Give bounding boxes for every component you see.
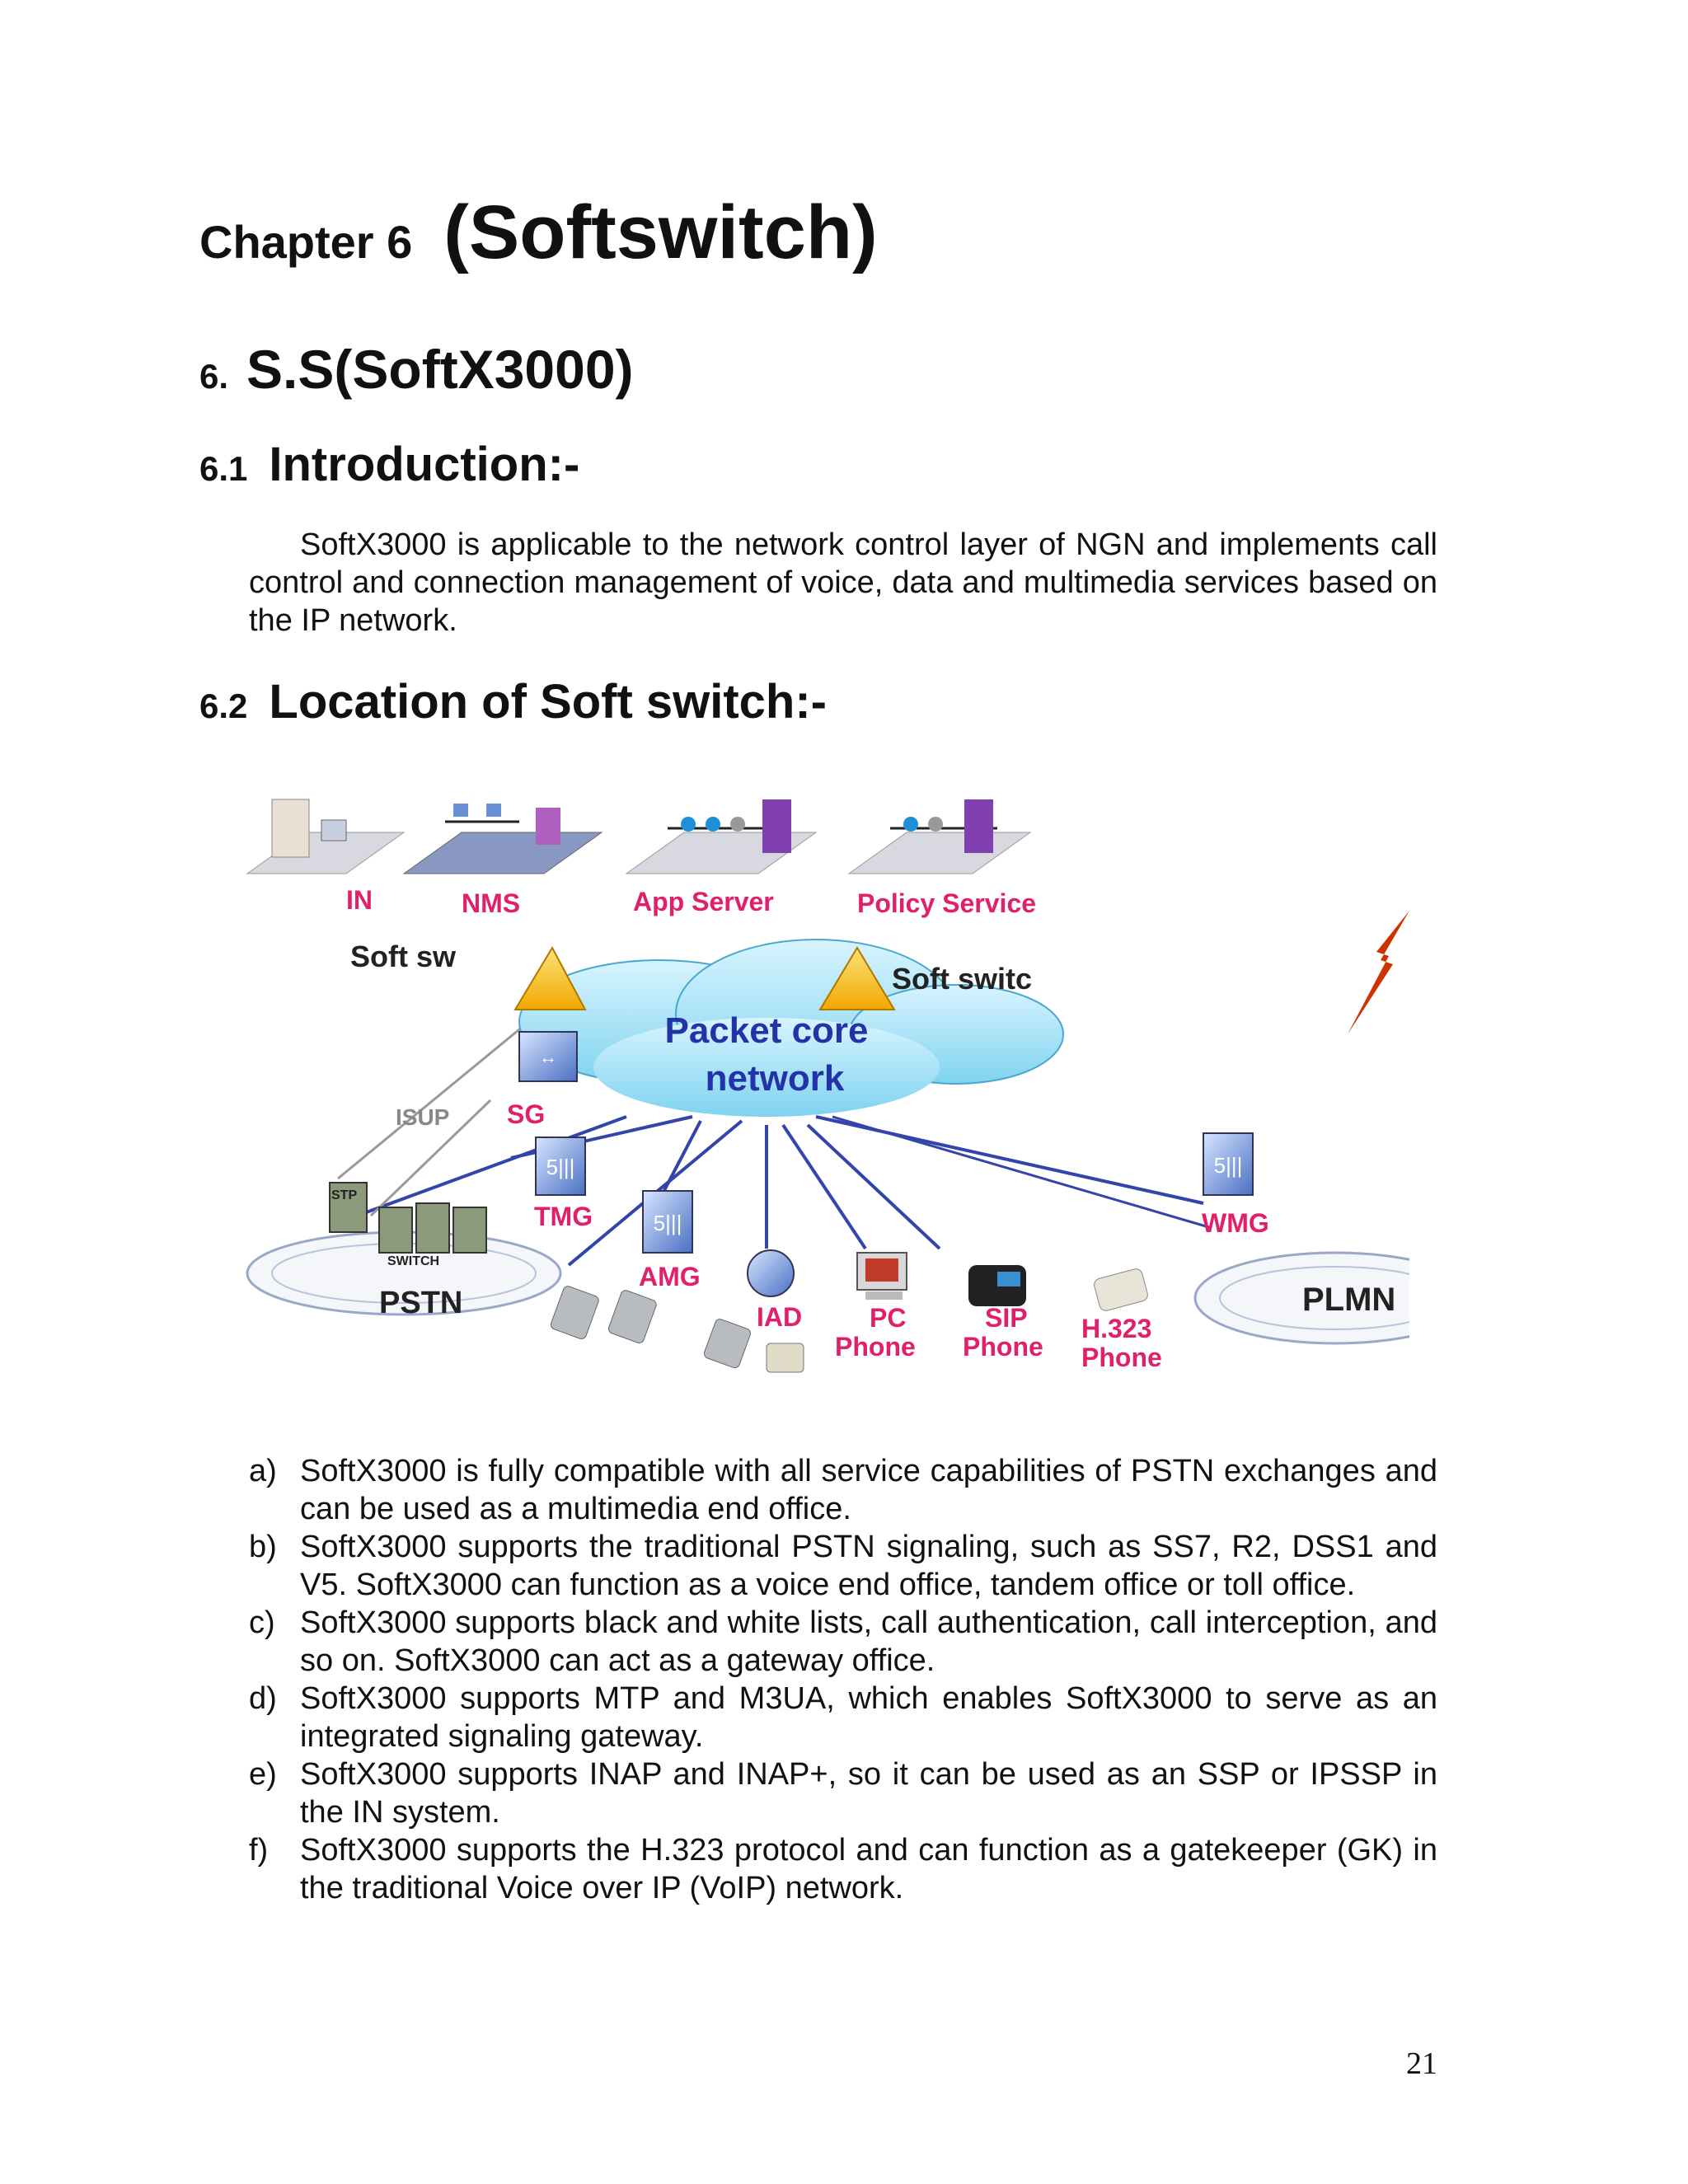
chapter-title: (Softswitch)	[443, 190, 878, 274]
app-server-node	[626, 799, 816, 874]
h323-phone-icon	[1093, 1268, 1149, 1312]
location-title: Location of Soft switch:-	[269, 675, 827, 729]
softswitch-network-diagram	[239, 787, 1409, 1389]
list-item-text: SoftX3000 supports INAP and INAP+, so it can be used as an SSP or IPSSP in the IN system.	[300, 1757, 1437, 1830]
list-item	[249, 1452, 1437, 1528]
pc-phone-label-2: Phone	[835, 1332, 916, 1361]
iad-device-icon	[748, 1250, 794, 1296]
svg-text:5|||: 5|||	[653, 1211, 682, 1235]
list-item-text: SoftX3000 supports MTP and M3UA, which enables SoftX3000 to serve as an integrated signaling gateway.	[300, 1681, 1437, 1754]
wmg-device-icon	[1203, 1133, 1253, 1195]
analog-phone-icons	[550, 1285, 752, 1369]
policy-service-label: Policy Service	[857, 888, 1037, 918]
list-item-text: SoftX3000 supports the traditional PSTN signaling, such as SS7, R2, DSS1 and V5. SoftX3000 can function as a voice end office, tandem office or toll office.	[300, 1530, 1437, 1602]
intro-paragraph: SoftX3000 is applicable to the network control layer of NGN and implements call control and connection management of voice, data and multimedia services based on the IP network.	[249, 527, 1437, 638]
list-item	[249, 1528, 1437, 1604]
svg-text:5|||: 5|||	[546, 1155, 575, 1179]
switch-label: SWITCH	[387, 1254, 440, 1268]
pstn-label: PSTN	[379, 1286, 463, 1320]
in-label: IN	[346, 885, 373, 915]
amg-label: AMG	[639, 1262, 701, 1291]
sg-label: SG	[507, 1099, 546, 1129]
list-item	[249, 1680, 1437, 1755]
in-node	[247, 799, 404, 874]
amg-device-icon	[643, 1191, 692, 1253]
list-marker: c)	[249, 1605, 275, 1640]
wmg-label: WMG	[1202, 1208, 1269, 1238]
svg-text:5|||: 5|||	[1213, 1153, 1243, 1178]
list-item-text: SoftX3000 supports the H.323 protocol and can function as a gatekeeper (GK) in the traditional Voice over IP (VoIP) network.	[300, 1833, 1437, 1905]
network-label: network	[705, 1058, 845, 1099]
pc-phone-label-1: PC	[870, 1303, 907, 1333]
nms-node	[404, 804, 602, 874]
plmn-label: PLMN	[1302, 1282, 1396, 1318]
location-heading	[199, 674, 827, 729]
list-marker: a)	[249, 1454, 277, 1488]
section-title: S.S(SoftX3000)	[246, 339, 634, 400]
isup-label: ISUP	[396, 1104, 450, 1130]
list-marker: b)	[249, 1530, 277, 1564]
list-item-text: SoftX3000 is fully compatible with all service capabilities of PSTN exchanges and can be used as a multimedia end office.	[300, 1454, 1437, 1526]
chapter-heading	[199, 190, 878, 276]
section-heading	[199, 338, 634, 401]
list-item-text: SoftX3000 supports black and white lists, call authentication, call interception, and so on. SoftX3000 can act as a gateway office.	[300, 1605, 1437, 1678]
intro-title: Introduction:-	[269, 438, 580, 491]
policy-service-node	[849, 799, 1030, 874]
list-item	[249, 1755, 1437, 1831]
h323-phone-label-1: H.323	[1081, 1314, 1152, 1343]
tmg-device-icon	[536, 1137, 585, 1195]
sip-phone-label-1: SIP	[985, 1303, 1028, 1333]
chapter-label: Chapter 6	[199, 216, 413, 268]
page-number: 21	[1406, 2046, 1437, 2081]
list-marker: f)	[249, 1833, 269, 1868]
location-number: 6.2	[199, 687, 248, 725]
list-marker: e)	[249, 1757, 277, 1792]
sip-phone-icon	[968, 1265, 1026, 1306]
list-marker: d)	[249, 1681, 277, 1716]
iad-phone-icon	[767, 1343, 804, 1372]
nms-label: NMS	[462, 888, 521, 918]
iad-label: IAD	[757, 1302, 803, 1332]
tmg-label: TMG	[534, 1202, 593, 1231]
softswitch-left-label: Soft sw	[350, 940, 457, 973]
pc-phone-icon	[857, 1253, 907, 1300]
intro-heading	[199, 437, 579, 492]
list-item	[249, 1604, 1437, 1680]
h323-phone-label-2: Phone	[1081, 1343, 1162, 1372]
sg-device-icon	[519, 1032, 577, 1081]
sip-phone-label-2: Phone	[963, 1332, 1043, 1361]
packet-core-label: Packet core	[664, 1010, 869, 1051]
list-item	[249, 1831, 1437, 1907]
feature-list	[249, 1452, 1437, 1907]
lightning-icon	[1348, 911, 1409, 1034]
stp-label: STP	[331, 1188, 358, 1202]
svg-text:↔: ↔	[539, 1047, 557, 1067]
softswitch-right-label: Soft switc	[892, 962, 1033, 996]
section-number: 6.	[199, 357, 229, 396]
app-server-label: App Server	[633, 887, 774, 916]
intro-number: 6.1	[199, 449, 248, 488]
